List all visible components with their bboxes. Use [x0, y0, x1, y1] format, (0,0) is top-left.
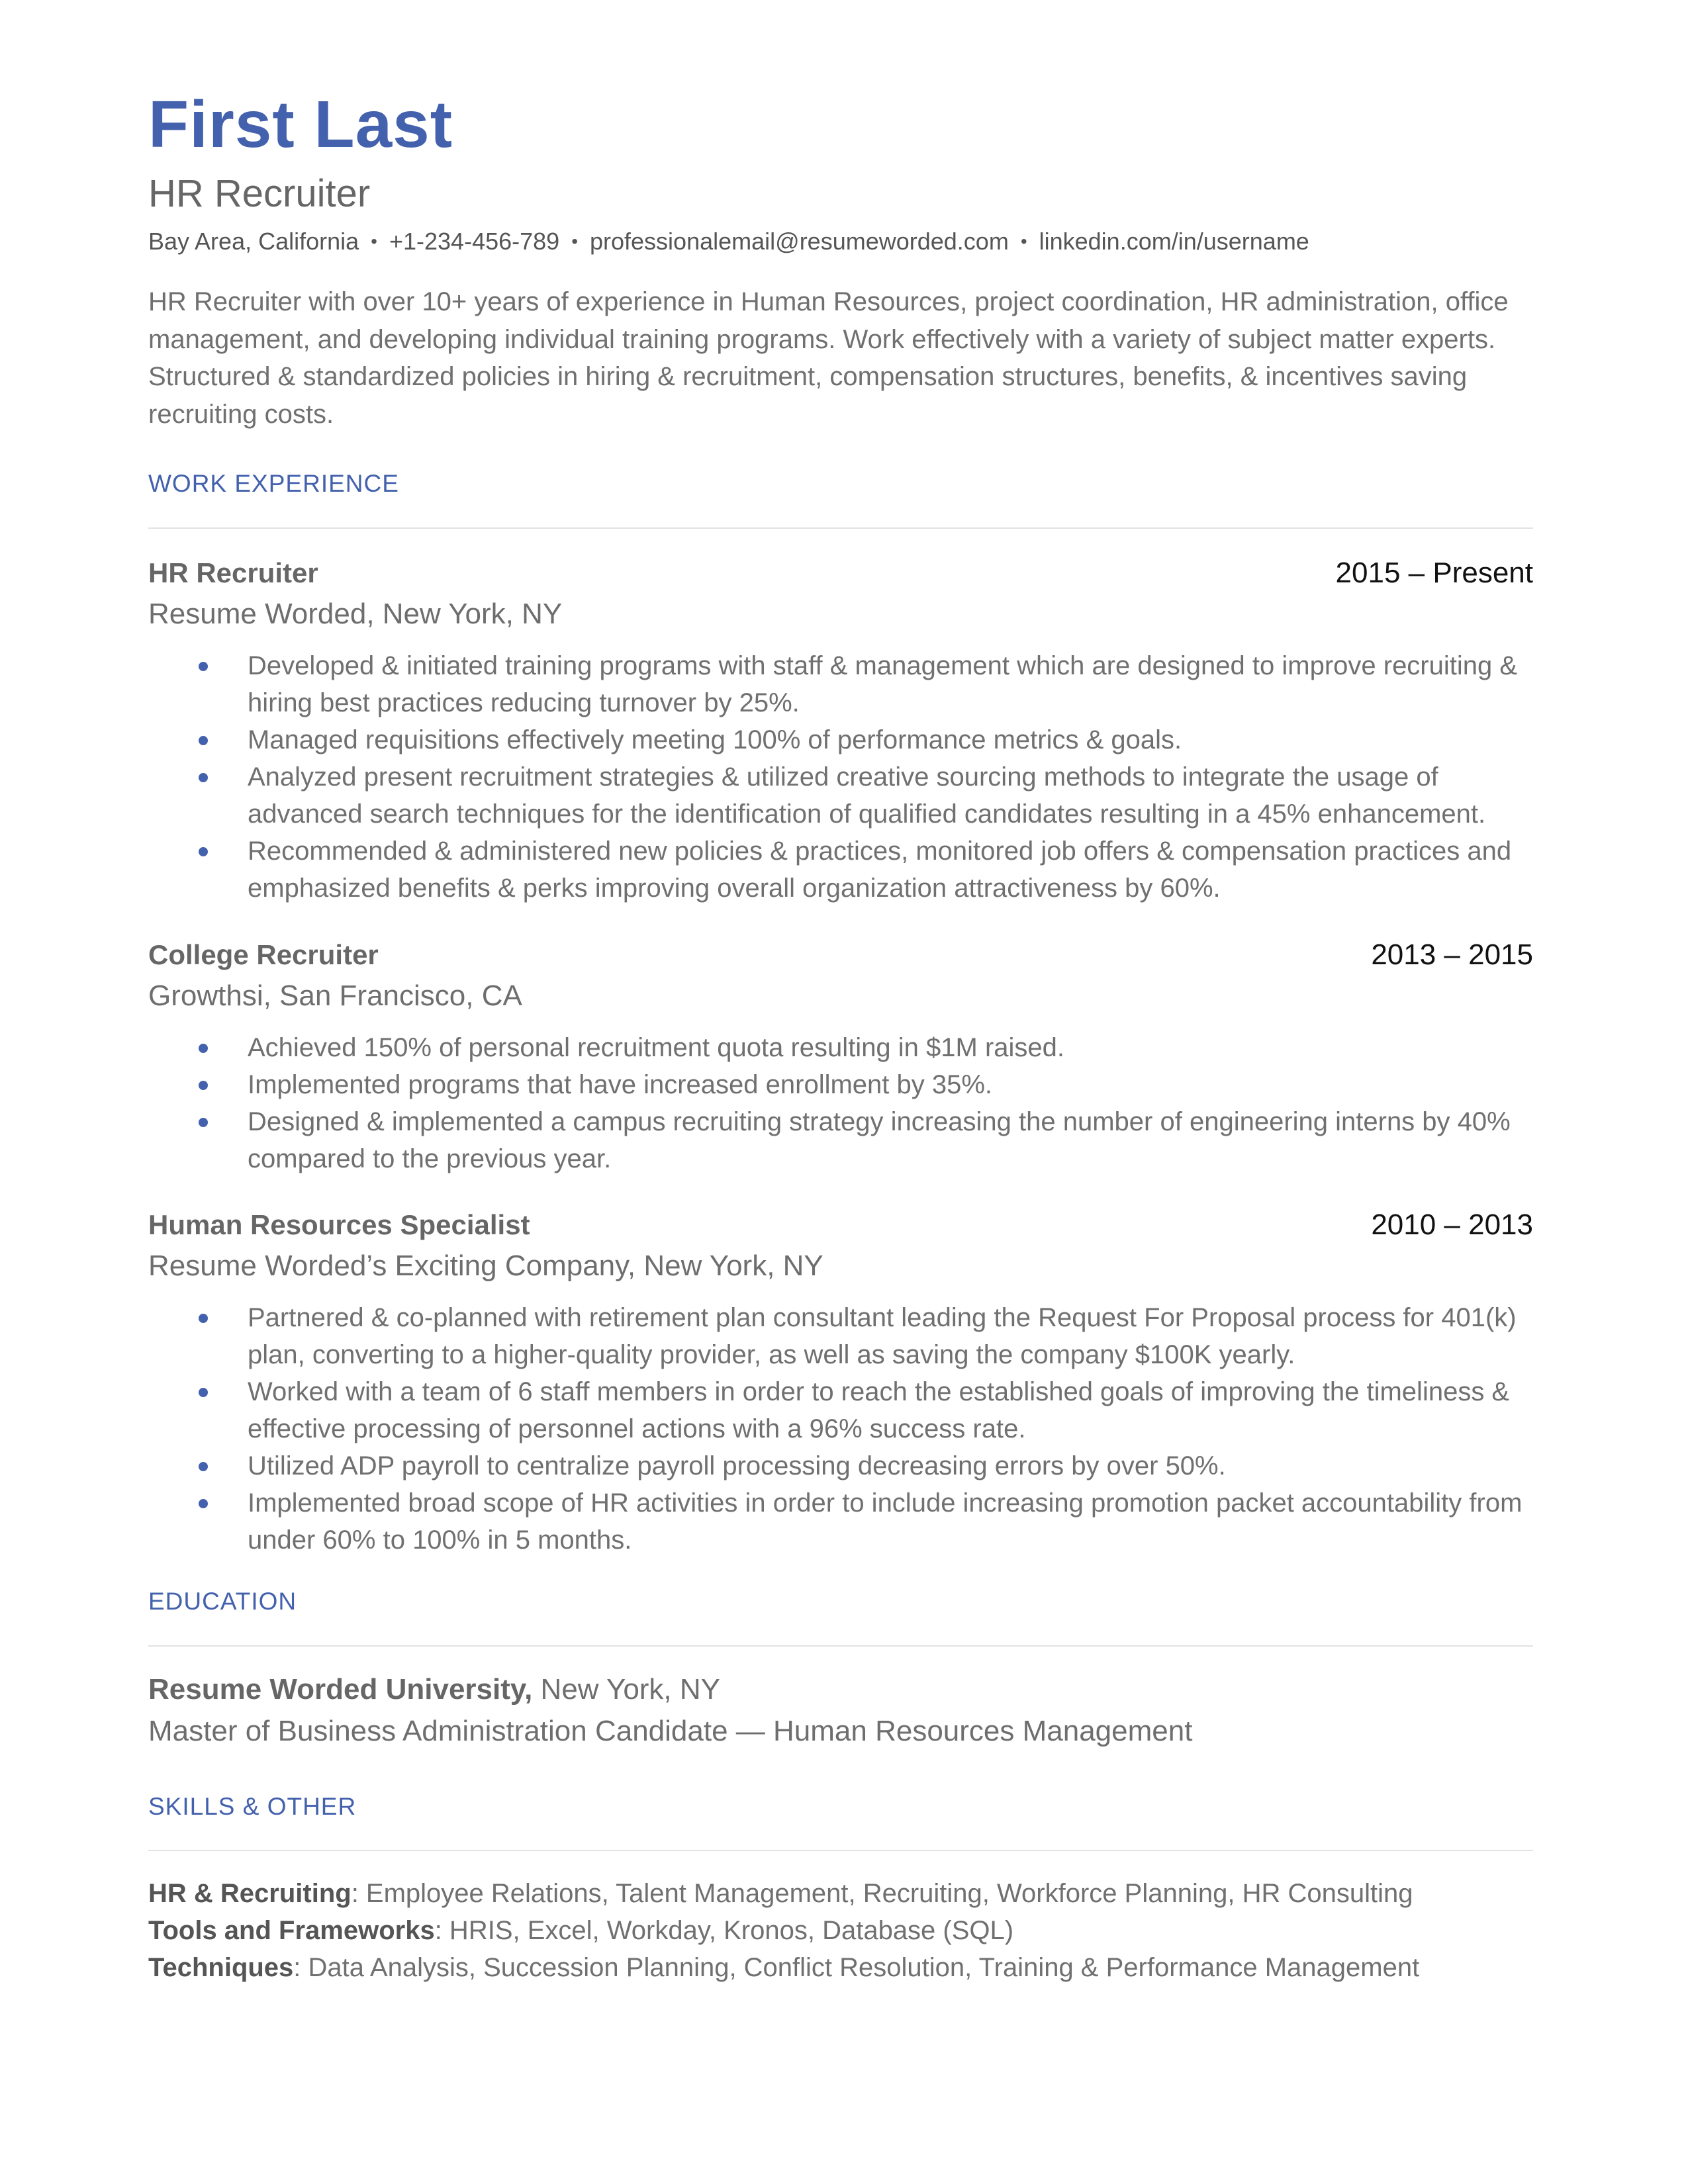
skill-value: : HRIS, Excel, Workday, Kronos, Database (SQL): [434, 1916, 1014, 1945]
candidate-role: HR Recruiter: [148, 172, 371, 215]
contact-phone: +1-234-456-789: [389, 228, 560, 255]
bullet-icon: [199, 847, 208, 856]
education-school-line: [148, 1670, 720, 1709]
bullet-icon: [199, 1314, 208, 1323]
education-location: New York, NY: [532, 1673, 721, 1706]
job-bullet-list: [148, 647, 1533, 907]
contact-separator: •: [1020, 231, 1027, 251]
bullet-icon: [199, 1462, 208, 1471]
skill-label: Tools and Frameworks: [148, 1916, 435, 1945]
list-item: Designed & implemented a campus recruiting strategy increasing the number of engineering interns by 40% compared to the previous year.: [148, 1103, 1533, 1177]
skill-label: Techniques: [148, 1953, 294, 1982]
job-title: Human Resources Specialist: [148, 1209, 530, 1240]
job-bullet-list: [148, 1029, 1533, 1177]
skill-label: HR & Recruiting: [148, 1879, 352, 1908]
bullet-icon: [199, 662, 208, 671]
job-dates: 2010 – 2013: [1371, 1208, 1533, 1241]
bullet-icon: [199, 736, 208, 745]
section-title-education: EDUCATION: [148, 1588, 297, 1615]
job-title: College Recruiter: [148, 939, 379, 970]
skill-value: : Data Analysis, Succession Planning, Conflict Resolution, Training & Performance Management: [293, 1953, 1420, 1982]
skill-value: : Employee Relations, Talent Management, Recruiting, Workforce Planning, HR Consulting: [351, 1879, 1413, 1908]
list-item: Implemented programs that have increased enrollment by 35%.: [148, 1066, 1533, 1103]
section-divider: [148, 1850, 1533, 1851]
list-item: Recommended & administered new policies & practices, monitored job offers & compensation practices and emphasized benefits & perks improving overall organization attractiveness by 60%.: [148, 833, 1533, 907]
bullet-icon: [199, 1081, 208, 1090]
job-company: Growthsi, San Francisco, CA: [148, 979, 522, 1012]
bullet-icon: [199, 1388, 208, 1397]
bullet-icon: [199, 1044, 208, 1053]
education-school: Resume Worded University,: [148, 1673, 533, 1706]
skill-row: [148, 1949, 1419, 1986]
bullet-icon: [199, 1499, 208, 1508]
contact-separator: •: [371, 231, 377, 251]
job-company: Resume Worded’s Exciting Company, New York, NY: [148, 1250, 823, 1282]
summary-paragraph: HR Recruiter with over 10+ years of experience in Human Resources, project coordination, HR administration, office management, and developing individual training programs. Work effectively with a variety of subject matter experts. Structured & standardized policies in hiring & recruitment, compensation structures, benefits, & incentives saving recruiting costs.: [148, 287, 1509, 429]
skill-row: [148, 1875, 1413, 1912]
job-bullet-list: [148, 1299, 1533, 1559]
job-dates: 2015 – Present: [1335, 557, 1533, 589]
job-title: HR Recruiter: [148, 557, 318, 588]
education-degree: Master of Business Administration Candidate — Human Resources Management: [148, 1715, 1193, 1747]
list-item: Managed requisitions effectively meeting 100% of performance metrics & goals.: [148, 721, 1533, 758]
job-company: Resume Worded, New York, NY: [148, 598, 563, 630]
contact-linkedin[interactable]: linkedin.com/in/username: [1039, 228, 1309, 255]
list-item: Utilized ADP payroll to centralize payroll processing decreasing errors by over 50%.: [148, 1447, 1533, 1484]
job-dates: 2013 – 2015: [1371, 938, 1533, 971]
list-item: Partnered & co-planned with retirement plan consultant leading the Request For Proposal process for 401(k) plan, converting to a higher-quality provider, as well as saving the company $100K yearly.: [148, 1299, 1533, 1373]
section-title-skills: SKILLS & OTHER: [148, 1793, 357, 1820]
list-item: Developed & initiated training programs with staff & management which are designed to improve recruiting & hiring best practices reducing turnover by 25%.: [148, 647, 1533, 721]
contact-email[interactable]: professionalemail@resumeworded.com: [590, 228, 1009, 255]
list-item: Achieved 150% of personal recruitment quota resulting in $1M raised.: [148, 1029, 1533, 1066]
list-item: Analyzed present recruitment strategies & utilized creative sourcing methods to integrate the usage of advanced search techniques for the identification of qualified candidates resulting in a 45% enhancement.: [148, 758, 1533, 833]
list-item: Worked with a team of 6 staff members in order to reach the established goals of improving the timeliness & effective processing of personnel actions with a 96% success rate.: [148, 1373, 1533, 1447]
bullet-icon: [199, 1118, 208, 1127]
contact-line: [148, 225, 1309, 258]
contact-location: Bay Area, California: [148, 228, 359, 255]
list-item: Implemented broad scope of HR activities in order to include increasing promotion packet accountability from under 60% to 100% in 5 months.: [148, 1484, 1533, 1559]
candidate-name: First Last: [148, 87, 453, 161]
section-title-work: WORK EXPERIENCE: [148, 470, 399, 497]
section-divider: [148, 527, 1533, 529]
bullet-icon: [199, 773, 208, 782]
skill-row: [148, 1912, 1013, 1949]
section-divider: [148, 1645, 1533, 1647]
contact-separator: •: [571, 231, 578, 251]
